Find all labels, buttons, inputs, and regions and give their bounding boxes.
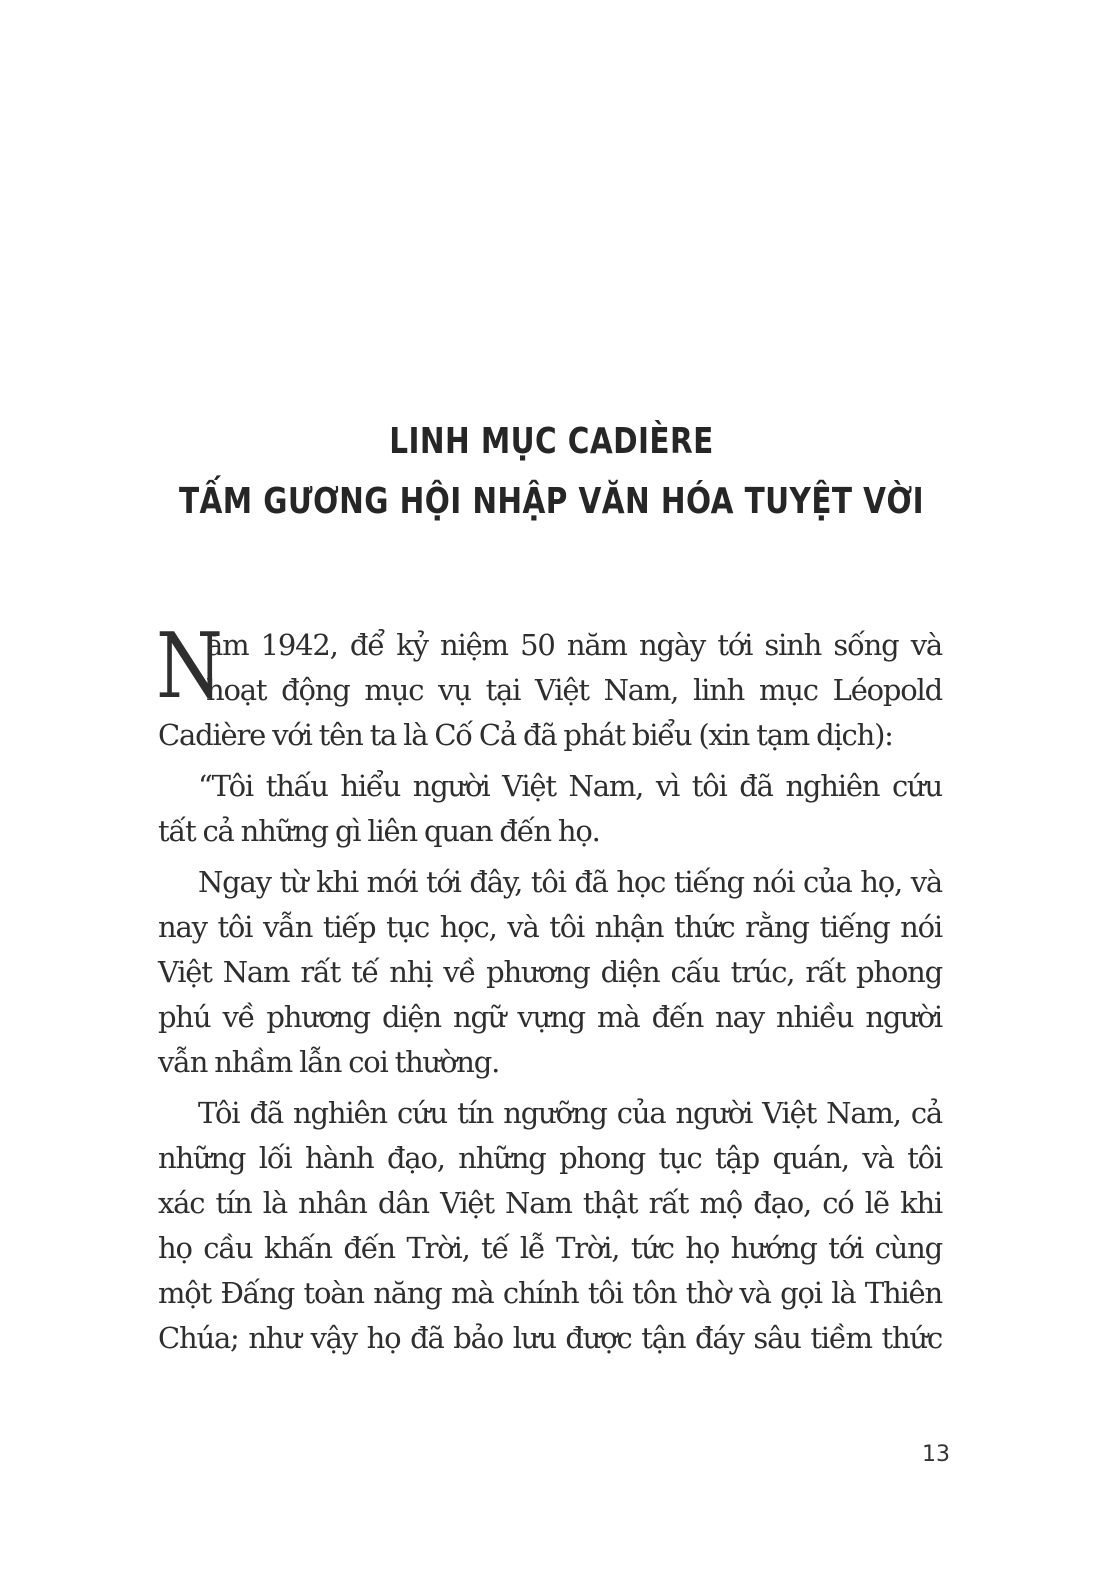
page-number: 13 [922, 1442, 950, 1467]
paragraph-3-line-1: Ngay từ khi mới tới đây, tôi đã học tiếng nói của họ, và [198, 865, 942, 899]
chapter-title-line-1: LINH MỤC CADIÈRE [389, 421, 714, 463]
paragraph-2 [158, 764, 942, 854]
paragraph-4-line-6: Chúa; như vậy họ đã bảo lưu được tận đáy sâu tiềm thức [158, 1321, 942, 1355]
chapter-body [156, 614, 942, 1367]
paragraph-4-line-3: xác tín là nhân dân Việt Nam thật rất mộ đạo, có lẽ khi [158, 1186, 942, 1220]
paragraph-4 [158, 1091, 942, 1361]
paragraph-1-line-2: hoạt động mục vụ tại Việt Nam, linh mục Léopold [206, 673, 942, 707]
paragraph-2-line-2: tất cả những gì liên quan đến họ. [158, 814, 600, 848]
paragraph-3-line-5: vẫn nhầm lẫn coi thường. [158, 1045, 500, 1079]
drop-cap: N [156, 614, 222, 719]
paragraph-1-line-1: ăm 1942, để kỷ niệm 50 năm ngày tới sinh sống và [206, 628, 942, 662]
paragraph-3 [158, 860, 942, 1085]
paragraph-4-line-2: những lối hành đạo, những phong tục tập quán, và tôi [158, 1141, 942, 1175]
paragraph-4-line-1: Tôi đã nghiên cứu tín ngưỡng của người Việt Nam, cả [198, 1096, 942, 1130]
paragraph-3-line-2: nay tôi vẫn tiếp tục học, và tôi nhận thức rằng tiếng nói [158, 910, 942, 944]
paragraph-1-line-3: Cadière với tên ta là Cố Cả đã phát biểu (xin tạm dịch): [158, 718, 893, 752]
paragraph-2-line-1: “Tôi thấu hiểu người Việt Nam, vì tôi đã nghiên cứu [198, 769, 942, 803]
paragraph-3-line-3: Việt Nam rất tế nhị về phương diện cấu trúc, rất phong [158, 955, 942, 989]
chapter-title-line-2: TẤM GƯƠNG HỘI NHẬP VĂN HÓA TUYỆT VỜI [178, 481, 924, 523]
paragraph-4-line-5: một Đấng toàn năng mà chính tôi tôn thờ và gọi là Thiên [158, 1276, 942, 1310]
paragraph-3-line-4: phú về phương diện ngữ vựng mà đến nay nhiều người [158, 1000, 942, 1034]
chapter-title [99, 412, 1003, 532]
paragraph-1 [156, 614, 942, 758]
paragraph-4-line-4: họ cầu khấn đến Trời, tế lễ Trời, tức họ hướng tới cùng [158, 1231, 942, 1265]
